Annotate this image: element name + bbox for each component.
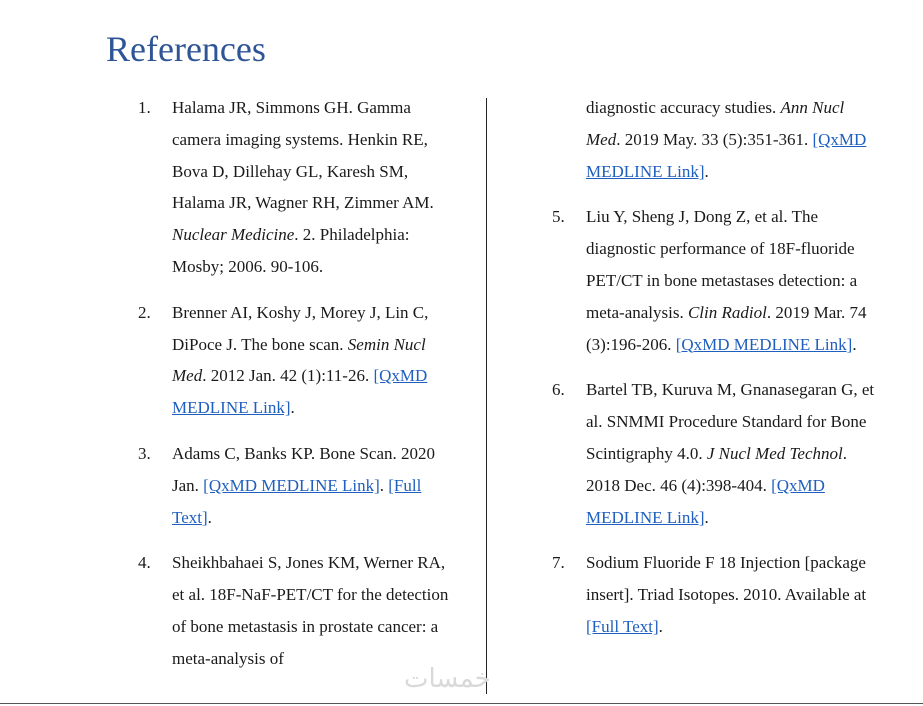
- reference-separator: .: [379, 475, 389, 495]
- qxmd-medline-link[interactable]: [QxMD MEDLINE Link]: [675, 334, 853, 354]
- reference-item-5: [552, 201, 882, 360]
- reference-item-4: [138, 547, 458, 674]
- reference-end: .: [852, 334, 857, 354]
- reference-journal: Nuclear Medicine: [172, 225, 295, 245]
- reference-item-1: [138, 92, 458, 283]
- qxmd-medline-link[interactable]: [QxMD MEDLINE Link]: [586, 129, 867, 181]
- references-column-right: [552, 92, 882, 657]
- reference-authors: Halama JR, Simmons GH. Gamma camera imaging systems. Henkin RE, Bova D, Dillehay GL, Karesh SM, Halama JR, Wagner RH, Zimmer AM.: [172, 98, 434, 213]
- reference-number: 6.: [552, 380, 565, 400]
- reference-text: diagnostic accuracy studies.: [586, 98, 781, 117]
- reference-number: 1.: [138, 98, 151, 117]
- full-text-link[interactable]: [Full Text]: [172, 475, 422, 527]
- reference-item-7: [552, 547, 882, 642]
- reference-authors: Sodium Fluoride F 18 Injection [package insert]. Triad Isotopes. 2010. Available at: [586, 553, 867, 605]
- reference-authors: Liu Y, Sheng J, Dong Z, et al. The diagnostic performance of 18F-fluoride PET/CT in bone metastases detection: a meta-analysis.: [586, 207, 858, 322]
- reference-details: . 2012 Jan. 42 (1):11-26.: [202, 366, 374, 386]
- reference-details: . 2018 Dec. 46 (4):398-404.: [586, 443, 847, 495]
- column-divider: [486, 98, 487, 694]
- reference-authors: Bartel TB, Kuruva M, Gnanasegaran G, et al. SNMMI Procedure Standard for Bone Scintigraphy 4.0.: [586, 380, 875, 463]
- reference-number: 7.: [552, 553, 565, 573]
- watermark-logo: خمسات: [404, 664, 491, 694]
- reference-item-3: [138, 438, 458, 533]
- qxmd-medline-link[interactable]: [QxMD MEDLINE Link]: [586, 475, 825, 527]
- reference-number: 3.: [138, 443, 151, 463]
- references-column-left: [138, 92, 458, 689]
- reference-item-2: [138, 297, 458, 424]
- reference-details: . 2019 Mar. 74 (3):196-206.: [586, 302, 867, 354]
- reference-details: . 2. Philadelphia: Mosby; 2006. 90-106.: [172, 225, 410, 276]
- full-text-link[interactable]: [Full Text]: [586, 616, 659, 636]
- reference-item-6: [552, 374, 882, 533]
- reference-number: 4.: [138, 553, 151, 573]
- reference-journal: Clin Radiol: [687, 302, 767, 322]
- reference-number: 2.: [138, 302, 151, 322]
- qxmd-medline-link[interactable]: [QxMD MEDLINE Link]: [203, 475, 380, 495]
- reference-details: . 2019 May. 33 (5):351-361.: [616, 129, 813, 149]
- reference-number: 5.: [552, 207, 565, 227]
- reference-authors: Sheikhbahaei S, Jones KM, Werner RA, et al. 18F-NaF-PET/CT for the detection of bone metastasis in prostate cancer: a meta-analysis of: [172, 553, 449, 668]
- reference-end: .: [207, 507, 212, 527]
- reference-journal: Ann Nucl Med: [586, 98, 845, 149]
- reference-journal: J Nucl Med Technol: [706, 443, 843, 463]
- reference-end: .: [704, 161, 709, 181]
- reference-journal: Semin Nucl Med: [172, 334, 426, 386]
- reference-end: .: [658, 616, 663, 636]
- page-title: References: [106, 29, 266, 69]
- reference-end: .: [704, 507, 709, 527]
- reference-authors: Adams C, Banks KP. Bone Scan. 2020 Jan.: [172, 443, 436, 495]
- qxmd-medline-link[interactable]: [QxMD MEDLINE Link]: [172, 366, 428, 418]
- reference-authors: Brenner AI, Koshy J, Morey J, Lin C, DiPoce J. The bone scan.: [172, 302, 429, 354]
- reference-end: .: [290, 398, 295, 418]
- page-bottom-border: [0, 703, 923, 704]
- reference-item-4-continued: [552, 92, 882, 187]
